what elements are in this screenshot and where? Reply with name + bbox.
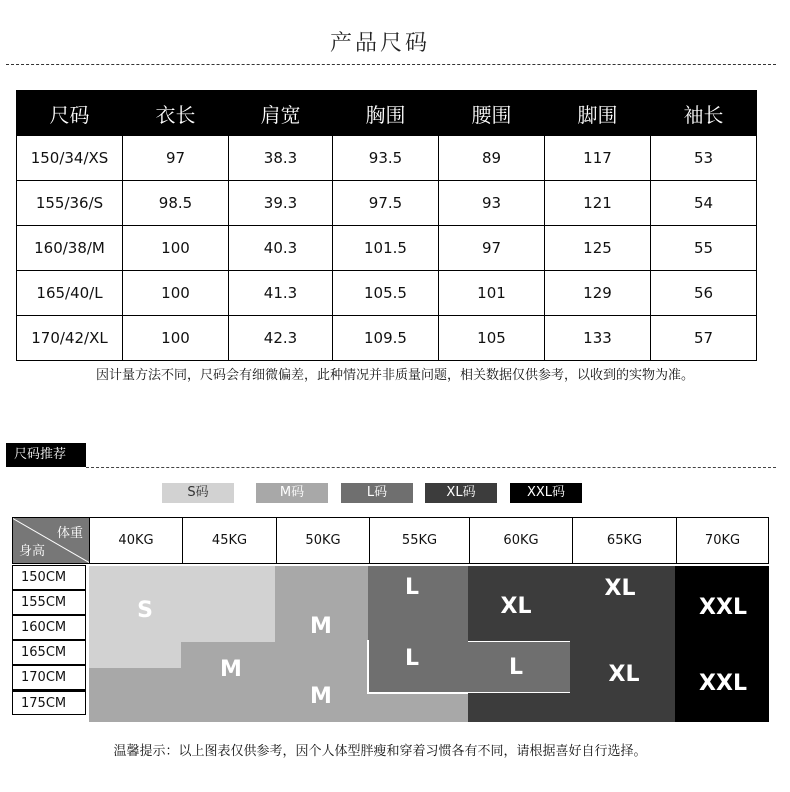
table-cell: 109.5 xyxy=(333,316,439,361)
region-m-lower xyxy=(181,642,275,722)
table-cell: 121 xyxy=(545,181,651,226)
header-cell: 腰围 xyxy=(439,91,545,136)
title-divider xyxy=(6,64,776,65)
header-cell: 脚围 xyxy=(545,91,651,136)
table-cell: 57 xyxy=(651,316,757,361)
measurement-note: 因计量方法不同，尺码会有细微偏差，此种情况并非质量问题，相关数据仅供参考，以收到的实物为准。 xyxy=(95,368,694,383)
header-cell: 袖长 xyxy=(651,91,757,136)
header-cell: 胸围 xyxy=(333,91,439,136)
table-cell: 100 xyxy=(123,271,229,316)
legend-label: M码 xyxy=(279,485,305,500)
legend-label: XXL码 xyxy=(526,485,566,500)
table-row xyxy=(17,271,757,316)
table-cell: 97 xyxy=(439,226,545,271)
table-cell: 97.5 xyxy=(333,181,439,226)
height-cell: 170CM xyxy=(12,665,86,690)
table-cell: 98.5 xyxy=(123,181,229,226)
size-label-xl: XL xyxy=(604,576,636,601)
height-cell: 175CM xyxy=(12,690,86,715)
table-cell: 165/40/L xyxy=(17,271,123,316)
table-cell: 170/42/XL xyxy=(17,316,123,361)
table-cell: 89 xyxy=(439,136,545,181)
legend-l xyxy=(341,483,413,503)
table-cell: 97 xyxy=(123,136,229,181)
tip-note: 温馨提示：以上图表仅供参考，因个人体型胖瘦和穿着习惯各有不同，请根据喜好自行选择。 xyxy=(113,744,647,759)
table-cell: 39.3 xyxy=(229,181,333,226)
size-label-xl: XL xyxy=(608,662,640,687)
legend-xxl xyxy=(510,483,582,503)
size-table xyxy=(16,90,757,361)
table-cell: 41.3 xyxy=(229,271,333,316)
table-cell: 117 xyxy=(545,136,651,181)
size-label-l: L xyxy=(404,646,420,671)
table-cell: 54 xyxy=(651,181,757,226)
table-cell: 38.3 xyxy=(229,136,333,181)
table-cell: 101 xyxy=(439,271,545,316)
table-cell: 155/36/S xyxy=(17,181,123,226)
table-row xyxy=(17,181,757,226)
size-label-l: L xyxy=(508,655,524,680)
table-cell: 101.5 xyxy=(333,226,439,271)
region-xl-bottom xyxy=(468,693,570,722)
table-cell: 53 xyxy=(651,136,757,181)
table-cell: 105.5 xyxy=(333,271,439,316)
size-table-header xyxy=(17,91,757,136)
weight-cell: 50KG xyxy=(276,518,369,563)
region-m-bottom xyxy=(89,668,181,722)
legend-label: S码 xyxy=(187,485,209,500)
corner-cell xyxy=(13,518,89,563)
table-cell: 160/38/M xyxy=(17,226,123,271)
table-cell: 129 xyxy=(545,271,651,316)
table-cell: 105 xyxy=(439,316,545,361)
table-cell: 42.3 xyxy=(229,316,333,361)
size-label-m: M xyxy=(220,657,242,682)
legend-label: XL码 xyxy=(446,485,476,500)
table-row xyxy=(17,226,757,271)
region-s xyxy=(89,566,275,642)
table-cell: 93 xyxy=(439,181,545,226)
size-label-xxl: XXL xyxy=(699,595,747,620)
legend-xl xyxy=(425,483,497,503)
table-cell: 55 xyxy=(651,226,757,271)
size-label-l: L xyxy=(404,575,420,600)
weight-cell: 60KG xyxy=(469,518,572,563)
header-cell: 肩宽 xyxy=(229,91,333,136)
table-cell: 150/34/XS xyxy=(17,136,123,181)
size-label-xl: XL xyxy=(500,594,532,619)
page-title: 产品尺码 xyxy=(329,31,430,56)
size-label-xxl: XXL xyxy=(699,671,747,696)
weight-header-row xyxy=(12,517,769,564)
corner-height-label: 身高 xyxy=(19,544,46,559)
legend-label: L码 xyxy=(366,485,388,500)
weight-cell: 65KG xyxy=(572,518,676,563)
table-cell: 125 xyxy=(545,226,651,271)
table-cell: 100 xyxy=(123,316,229,361)
height-cell: 150CM xyxy=(12,565,86,590)
region-s-lower xyxy=(89,642,181,668)
header-cell: 尺码 xyxy=(17,91,123,136)
legend-m xyxy=(256,483,328,503)
recommend-divider xyxy=(86,467,776,468)
region-xxl xyxy=(675,566,769,722)
weight-cell: 40KG xyxy=(89,518,182,563)
region-m-right xyxy=(368,693,468,722)
height-cell: 160CM xyxy=(12,615,86,640)
weight-cell: 70KG xyxy=(676,518,768,563)
header-cell: 衣长 xyxy=(123,91,229,136)
height-cell: 155CM xyxy=(12,590,86,615)
corner-weight-label: 体重 xyxy=(56,526,83,541)
size-label-m: M xyxy=(310,684,332,709)
table-cell: 56 xyxy=(651,271,757,316)
table-cell: 40.3 xyxy=(229,226,333,271)
size-recommend-tab: 尺码推荐 xyxy=(6,443,86,467)
legend-s xyxy=(162,483,234,503)
table-cell: 133 xyxy=(545,316,651,361)
table-row xyxy=(17,136,757,181)
table-cell: 100 xyxy=(123,226,229,271)
table-cell: 93.5 xyxy=(333,136,439,181)
size-label-m: M xyxy=(310,614,332,639)
height-cell: 165CM xyxy=(12,640,86,665)
weight-cell: 55KG xyxy=(369,518,469,563)
weight-cell: 45KG xyxy=(182,518,276,563)
size-label-s: S xyxy=(137,598,153,623)
table-row xyxy=(17,316,757,361)
